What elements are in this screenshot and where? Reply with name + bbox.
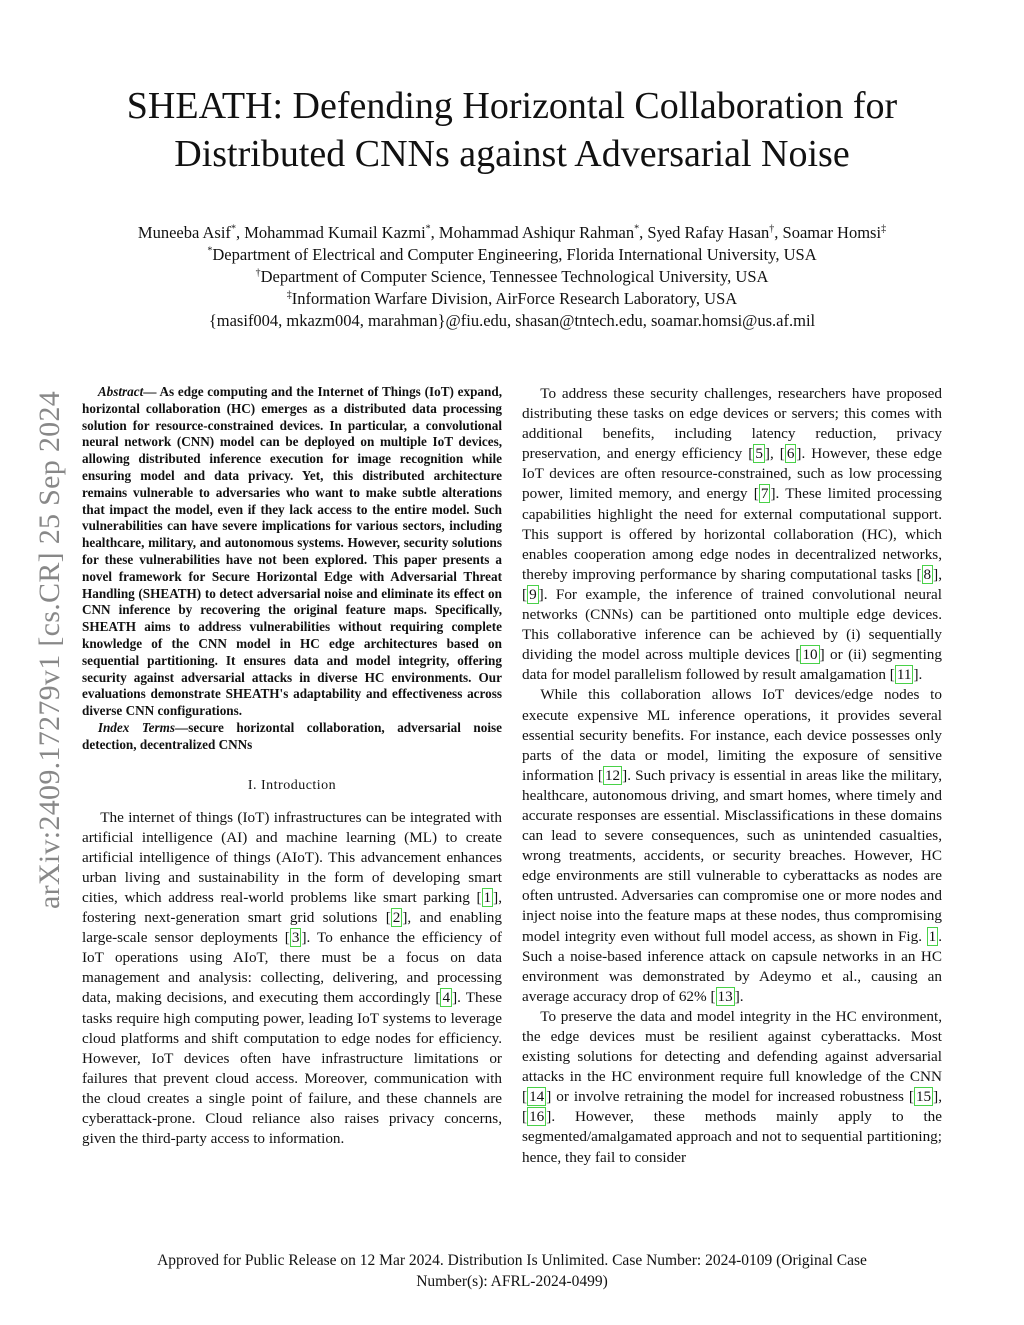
author-5: Soamar Homsi [782,223,882,242]
affiliation-1-text: Department of Electrical and Computer Engineering, Florida International University, USA [212,245,817,264]
footer-line-2: Number(s): AFRL-2024-0499) [416,1273,608,1290]
affiliation-3 [0,288,1024,310]
title-line-1: SHEATH: Defending Horizontal Collaboration for [126,85,898,127]
text-run: . Such privacy is essential in areas like the military, healthcare, autonomous driving, and smart homes, where timely and accurate responses are essential. Misclassifications in these domains can lead to severe consequences, such as unintended casualties, wrong treatments, accidents, or security breaches. However, HC edge environments are still vulnerable to cyberattacks as nodes are often untrusted. Adversaries can compromise one or more nodes and inject noise into the feature maps at these nodes, thus compromising model integrity even without full model access, as shown in Fig. [522,766,942,945]
text-run: or involve retraining the model for increased robustness [551,1088,909,1106]
figure-link[interactable]: 1 [928,927,937,945]
author-names: Muneeba Asif*, Mohammad Kumail Kazmi*, Mohammad Ashiqur Rahman*, Syed Rafay Hasan†, Soamar Homsi‡ [137,223,887,242]
text-run: . However, these edge IoT devices are often resource-constrained, such as low processing power, limited memory, and energy [522,445,942,503]
author-3: Mohammad Ashiqur Rahman [438,223,635,242]
footer-line-1: Approved for Public Release on 12 Mar 2024. Distribution Is Unlimited. Case Number: 2024-0109 (Original Case [157,1252,867,1269]
text-run: . These limited processing capabilities highlight the need for external computational support. This support is offered by horizontal collaboration (HC), which enables cooperation among edge nodes in decentralized networks, thereby improving performance by sharing computational tasks [522,485,942,583]
text-run: To preserve the data and model integrity in the HC environment, the edge devices must be resilient against cyberattacks. Most existing solutions for detecting and defending against adversarial attacks in the HC environment require full knowledge of the CNN [522,1007,942,1086]
citation-link[interactable]: 2 [392,909,401,927]
text-run: While this collaboration allows IoT devices/edge nodes to execute expensive ML inference operations, it provides several essential security benefits. For instance, each device possesses only parts of the data or model, limiting the exposure of sensitive information [522,686,942,784]
intro-paragraph-4: To preserve the data and model integrity in the HC environment, the edge devices must be resilient against cyberattacks. Most existing solutions for detecting and defending against adversarial attacks in the HC environment require full knowledge of the CNN [ 14 ] or involve retraining the model for increased robustness [ 15 ], [ 16 ]. However, these methods mainly apply to the segmented/amalgamated approach and not to sequential partitioning; hence, they fail to consider [522,1007,942,1166]
citation-link[interactable]: 15 [915,1088,932,1106]
affiliation-3-text: Information Warfare Division, AirForce Research Laboratory, USA [291,289,738,308]
affiliation-2 [0,266,1024,288]
citation-link[interactable]: 3 [291,929,300,947]
affil-mark: * [207,245,213,257]
release-footer [80,1250,944,1292]
author-2: Mohammad Kumail Kazmi [244,223,426,242]
abstract-text: — As edge computing and the Internet of Things (IoT) expand, horizontal collaboration (HC) emerges as a distributed data processing solution for resource-constrained devices. In particular, a convolutional neural network (CNN) model can be deployed on multiple IoT devices, allowing distributed inference execution for image recognition while ensuring model and data privacy. Yet, this distributed architecture remains vulnerable to adversaries who want to make subtle alterations that impact the model, even if they lack access to the entire model. Such vulnerabilities can have severe implications for various sectors, including healthcare, military, and autonomous systems. However, security solutions for these vulnerabilities have not been explored. This paper presents a novel framework for Secure Horizontal Edge with Adversarial Threat Handling (SHEATH) to detect adversarial noise and eliminate its effect on CNN inference by recovering the original feature maps. Specifically, SHEATH aims to address vulnerabilities without requiring complete knowledge of the CNN model in HC edge architectures based on sequential partitioning. It ensures data and model integrity, offering security against adversarial attacks in diverse HC environments. Our evaluations demonstrate SHEATH's adaptability and effectiveness across diverse CNN configurations. [82,384,502,719]
citation-link[interactable]: 7 [760,485,769,503]
text-run: or (ii) segmenting data for model parallelism followed by result amalgamation [522,646,942,684]
abstract-label: Abstract [97,384,144,399]
paper-title [0,82,1024,178]
citation-link[interactable]: 4 [442,989,451,1007]
text-run: , [769,445,780,463]
text-run: . However, these methods mainly apply to the segmented/amalgamated approach and not to sequential partitioning; hence, they fail to consider [522,1108,942,1166]
citation-link[interactable]: 9 [529,585,537,603]
text-run: To address these security challenges, researchers have proposed distributing these tasks on edge devices or servers; this comes with additional benefits, including latency reduction, privacy preservation, and energy efficiency [522,385,942,463]
citation-link[interactable]: 13 [717,987,733,1005]
index-terms-text: —secure horizontal collaboration, adversarial noise detection, decentralized CNNs [82,719,502,752]
author-4: Syed Rafay Hasan [647,223,770,242]
text-run: . For example, the inference of trained convolutional neural networks (CNNs) can be partitioned onto multiple edge devices. This collaborative inference can be achieved by (i) sequentially dividing the model across multiple devices [522,585,942,664]
citation-link[interactable]: 14 [529,1088,545,1106]
citation-link[interactable]: 11 [896,666,912,684]
citation-link[interactable]: 8 [923,565,932,583]
intro-paragraph-1: The internet of things (IoT) infrastructures can be integrated with artificial intelligence (AI) and machine learning (ML) to create artificial intelligence of things (AIoT). This advancement enhances urban living and sustainability in the form of developing smart cities, which address real-world problems like smart parking [ 1 ], fostering next-generation smart grid solutions [ 2 ], and enabling large-scale sensor deployments [ 3 ]. To enhance the efficiency of IoT operations using AIoT, there must be a focus on data management and analysis: collecting, delivering, and processing data, making decisions, and executing them accordingly [ 4 ]. These tasks require high computing power, leading IoT systems to leverage cloud platforms and shift computation to edge nodes for efficiency. However, IoT devices often have infrastructure limitations or failures that prevent cloud access. Moreover, communication with the cloud creates a single point of failure, and these channels are cyberattack-prone. Cloud reliance also raises privacy concerns, given the third-party access to information. [82,808,502,1148]
right-column [522,384,942,1168]
citation-link[interactable]: 16 [529,1108,545,1126]
text-run: . To enhance the efficiency of IoT operations using AIoT, there must be a focus on data management and analysis: collecting, delivering, and processing data, making decisions, and executing them accordingly [82,929,502,1007]
affil-mark: * [634,223,640,235]
intro-paragraph-3: While this collaboration allows IoT devices/edge nodes to execute expensive ML inference operations, it provides several essential security benefits. For instance, each device possesses only parts of the data or model, limiting the exposure of sensitive information [ 12 ]. Such privacy is essential in areas like the military, healthcare, autonomous driving, and smart homes, where timely and accurate responses are essential. Misclassifications in these domains can lead to severe consequences, such as unintended casualties, wrong treatments, accidents, or security breaches. However, HC edge environments are still vulnerable to cyberattacks as nodes are often untrusted. Adversaries can compromise one or more nodes and inject noise into the feature maps at these nodes, thus compromising model integrity even without full model access, as shown in Fig. 1 . Such a noise-based inference attack on capsule networks in an HC environment was demonstrated by Adeymo et al., causing an average accuracy drop of 62% [ 13 ]. [522,686,942,1005]
citation-link[interactable]: 10 [802,646,818,664]
text-run: , [938,565,942,583]
index-terms-label: Index Terms [97,719,176,735]
title-line-2: Distributed CNNs against Adversarial Noise [174,133,850,175]
intro-paragraph-2: To address these security challenges, researchers have proposed distributing these tasks on edge devices or servers; this comes with additional benefits, including latency reduction, privacy preservation, and energy efficiency [ 5 ], [ 6 ]. However, these edge IoT devices are often resource-constrained, such as low processing power, limited memory, and energy [ 7 ]. These limited processing capabilities highlight the need for external computational support. This support is offered by horizontal collaboration (HC), which enables cooperation among edge nodes in decentralized networks, thereby improving performance by sharing computational tasks [ 8 ], [ 9 ]. For example, the inference of trained convolutional neural networks (CNNs) can be partitioned onto multiple edge devices. This collaborative inference can be achieved by (i) sequentially dividing the model across multiple devices [ 10 ] or (ii) segmenting data for model parallelism followed by result amalgamation [ 11 ]. [522,385,942,684]
arxiv-identifier[interactable]: arXiv:2409.17279v1 [cs.CR] 25 Sep 2024 [33,390,66,910]
citation-link[interactable]: 12 [604,766,621,784]
author-block [0,222,1024,332]
affiliation-2-text: Department of Computer Science, Tennessee Technological University, USA [260,267,769,286]
affil-mark: * [425,223,431,235]
text-run: The internet of things (IoT) infrastructures can be integrated with artificial intelligence (AI) and machine learning (ML) to create artificial intelligence of things (AIoT). This advancement enhances urban living and sustainability in the form of developing smart cities, which address real-world problems like smart parking [82,808,502,906]
affil-mark: * [230,223,236,235]
affiliation-1 [0,244,1024,266]
index-terms [82,720,502,754]
affil-mark: ‡ [881,223,887,235]
text-run: , and enabling large-scale sensor deployments [82,909,502,947]
text-run: . [739,987,744,1005]
citation-link[interactable]: 5 [755,445,763,463]
author-emails: {masif004, mkazm004, marahman}@fiu.edu, shasan@tntech.edu, soamar.homsi@us.af.mil [208,311,816,330]
left-column [82,384,502,1149]
text-run: , [938,1088,942,1106]
affil-mark: † [769,223,775,235]
citation-link[interactable]: 1 [483,889,492,906]
affil-mark: † [255,267,261,279]
text-run: , fostering next-generation smart grid solutions [82,889,502,927]
author-1: Muneeba Asif [137,223,231,242]
affil-mark: ‡ [286,289,292,301]
section-heading: I. Introduction [247,777,337,793]
citation-link[interactable]: 6 [786,445,795,463]
abstract [82,384,502,720]
text-run: . Such a noise-based inference attack on capsule networks in an HC environment was demonstrated by Adeymo et al., causing an average accuracy drop of 62% [522,927,942,1005]
text-run: . These tasks require high computing power, leading IoT systems to leverage cloud platforms and shift computation to edge nodes for efficiency. However, IoT devices often have infrastructure limitations or failures that prevent cloud access. Moreover, communication with the cloud creates a single point of failure, and these channels are cyberattack-prone. Cloud reliance also raises privacy concerns, given the third-party access to information. [82,989,502,1148]
text-run: . [918,666,923,684]
